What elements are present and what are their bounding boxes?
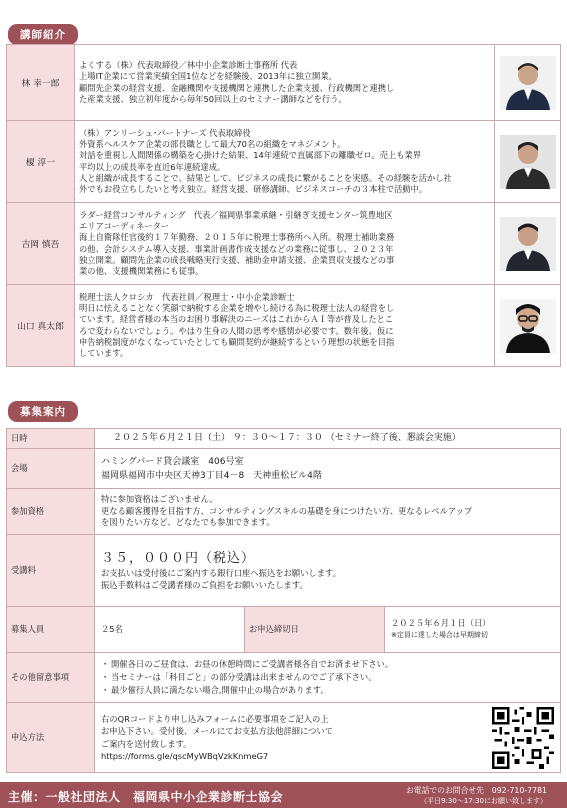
eligibility-row [7,489,561,535]
capacity-row [7,607,561,653]
notes-label: その他留意事項 [7,653,95,703]
instructor-bio: 税理士法人クロシカ 代表社員／税理士・中小企業診断士 明日に怯えることなく笑顔で納税する企業を増やし続ける為に税理士法人の経営をし ています。経営者様の本当のお困り事解決のニーズはこれからＡＩ等が普及したとこ ろで変わらないでしょう。やはり生身の人間の思考や感情が必要です。数年後、仮に 申告納税制度がなくなっていたとしても顧問契約が継続するという理想の状態を目指 しています。 [75,285,495,367]
date-label: 日時 [7,429,95,449]
fee-row [7,535,561,607]
instructor-name: 山口 真太郎 [7,285,75,367]
deadline-value: ２０２５年６月１日（日） ※定員に達した場合は早期締切 [385,607,561,653]
instructor-row [7,285,561,367]
capacity-label: 募集人員 [7,607,95,653]
contact-info [406,786,547,806]
footer [0,782,567,808]
apply-row [7,703,561,773]
venue-value [95,449,561,489]
instructor-photo [500,56,556,110]
venue-name: ハミングバード貸会議室 406号室 [101,456,244,467]
fee-value: ３５，０００円（税込） お支払いは受付後にご案内する銀行口座へ振込をお願いします。 振込手数料はご受講者様のご負担をお願いいたします。 [95,535,561,607]
venue-label: 会場 [7,449,95,489]
instructor-name: 榎 淳一 [7,121,75,203]
note-item: ・ 開催各日のご昼食は、お昼の休憩時間にご受講者様各自でお済ませ下さい。 [101,658,554,671]
contact-phone: お電話でのお問合せ先 092-710-7781 [406,786,547,795]
apply-url-link[interactable]: https://forms.gle/qscMyWBqVzkKnmeG7 [101,751,269,761]
instructor-name: 林 幸一郎 [7,45,75,121]
instructor-photo-cell [495,285,561,367]
instructors-table [6,44,561,367]
instructor-row [7,45,561,121]
eligibility-value: 特に参加資格はございません。 更なる顧客獲得を目指す方、コンサルティングスキルの基礎を身につけたい方、更なるレベルアップ を図りたい方など、どなたでも参加できます。 [95,489,561,535]
instructor-photo-cell [495,203,561,285]
organizer: 主催：一般社団法人 福岡県中小企業診断士協会 [8,790,284,804]
eligibility-label: 参加資格 [7,489,95,535]
instructor-bio: よくする（株）代表取締役／林中小企業診断士事務所 代表 上場IT企業にて営業実績全国1位などを経験後、2013年に独立開業。 顧問先企業の経営支援、金融機関や支援機関と連携した企業支援、行政機関と連携し た産業支援、独立初年度から毎年50回以上のセミナー講師などを行う。 [75,45,495,121]
notes-row [7,653,561,703]
apply-label: 申込方法 [7,703,95,773]
instructor-photo [500,299,556,353]
recruitment-table [6,428,561,773]
venue-row [7,449,561,489]
apply-value: 右のQRコードより申し込みフォームに必要事項をご記入の上 お申込下さい。受付後、メールにてお支払方法他詳細について ご案内を送付致します。 https://forms.gle/qscMyWBqVzkKnmeG7 [95,703,561,773]
instructor-row [7,121,561,203]
instructor-name: 吉岡 慎吾 [7,203,75,285]
note-item: ・ 当セミナーは「科目ごと」の部分受講は出来ませんのでご了承下さい。 [101,671,554,684]
fee-amount: ３５，０００円（税込） [101,551,256,566]
deadline-label: お申込締切日 [245,607,385,653]
instructor-photo-cell [495,45,561,121]
instructor-photo-cell [495,121,561,203]
instructor-row [7,203,561,285]
date-value: ２０２５年６月２１日（土） ９：３０～１７：３０ （セミナー終了後、懇談会実施） [95,429,561,449]
note-item: ・ 最少催行人員に満たない場合,開催中止の場合があります。 [101,684,554,697]
fee-label: 受講料 [7,535,95,607]
notes-value [95,653,561,703]
instructor-photo [500,135,556,189]
contact-hours: （平日9:30～17:30にお願い致します） [420,797,547,805]
venue-address: 福岡県福岡市中央区天神3丁目4－8 天神重松ビル4階 [101,470,322,481]
instructor-bio: （株）アンリーシュ･パートナーズ 代表取締役 外資系ヘルスケア企業の部長職として最大70名の組織をマネジメント。 対話を重視し人間関係の構築を心掛けた結果、14年連続で直属部下の離職ゼロ。売上も業界 平均以上の成長率を直近6年連続達成。 人と組織が成長することで、結果として、ビジネスの成長に繋がることを実感。その経験を活かし社 外でもお役立ちしたいと考え独立。経営支援、研修講師、ビジネスコーチの３本柱で活動中。 [75,121,495,203]
instructors-section-title: 講師紹介 [8,24,78,45]
date-row [7,429,561,449]
recruitment-section-title: 募集案内 [8,401,78,422]
instructor-photo [500,217,556,271]
instructor-bio: ラダー経営コンサルティング 代表／福岡県事業承継・引継ぎ支援センター筑豊地区 エリアコーディネーター 海上自衛隊任官後約１７年勤務、２０１５年に税理士事務所へ入所。税理士補助業務 の他、会計システム導入支援、事業計画書作成支援などの業務に従事し、２０２３年 独立開業。顧問先企業の成長戦略実行支援、補助金申請支援、企業買収支援などの事 業の他、支援機関業務にも従事。 [75,203,495,285]
capacity-value: ２5名 [95,607,245,653]
qr-code-icon[interactable] [492,707,554,769]
